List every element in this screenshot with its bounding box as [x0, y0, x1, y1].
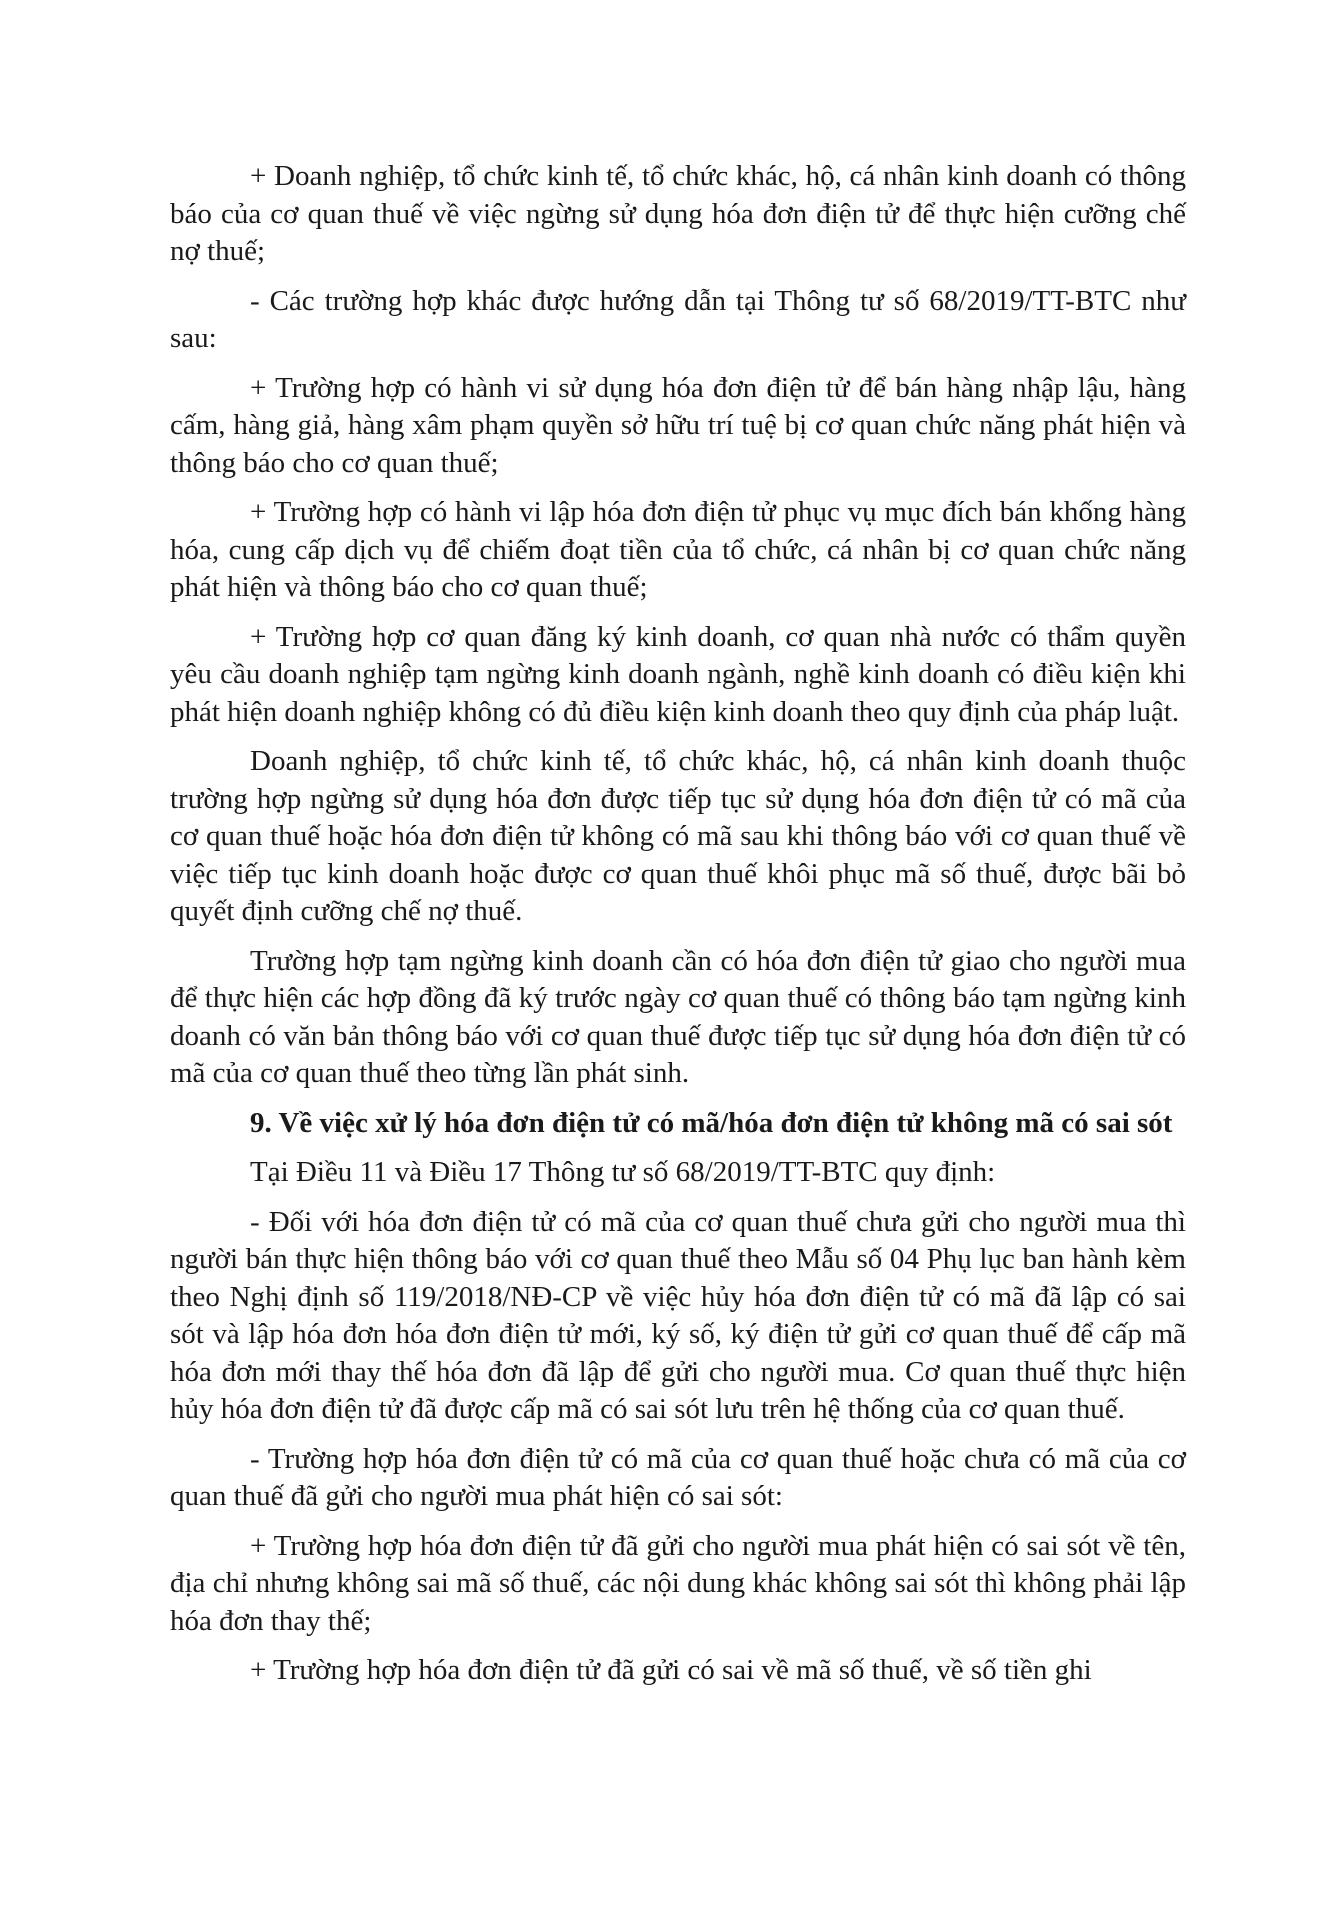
paragraph-business-suspension: + Trường hợp cơ quan đăng ký kinh doanh, cơ quan nhà nước có thẩm quyền yêu cầu doanh nghiệp tạm ngừng kinh doanh ngành, nghề kinh doanh có điều kiện khi phát hiện doanh nghiệp không có đủ điều kiện kinh doanh theo quy định của pháp luật.	[170, 620, 1186, 728]
paragraph-tax-enforcement: + Doanh nghiệp, tổ chức kinh tế, tổ chức khác, hộ, cá nhân kinh doanh có thông báo của cơ quan thuế về việc ngừng sử dụng hóa đơn điện tử để thực hiện cưỡng chế nợ thuế;	[170, 160, 1186, 267]
paragraph-name-address-error: + Trường hợp hóa đơn điện tử đã gửi cho người mua phát hiện có sai sót về tên, địa chỉ nhưng không sai mã số thuế, các nội dung khác không sai sót thì không phải lập hóa đơn thay thế;	[170, 1529, 1186, 1637]
paragraph-sent-invoice-error: - Trường hợp hóa đơn điện tử có mã của cơ quan thuế hoặc chưa có mã của cơ quan thuế đã gửi cho người mua phát hiện có sai sót:	[170, 1442, 1186, 1512]
paragraph-fake-sales: + Trường hợp có hành vi lập hóa đơn điện tử phục vụ mục đích bán khống hàng hóa, cung cấp dịch vụ để chiếm đoạt tiền của tổ chức, cá nhân bị cơ quan chức năng phát hiện và thông báo cho cơ quan thuế;	[170, 496, 1186, 603]
paragraph-unsent-invoice: - Đối với hóa đơn điện tử có mã của cơ quan thuế chưa gửi cho người mua thì người bán thực hiện thông báo với cơ quan thuế theo Mẫu số 04 Phụ lục ban hành kèm theo Nghị định số 119/2018/NĐ-CP về việc hủy hóa đơn điện tử có mã đã lập có sai sót và lập hóa đơn hóa đơn điện tử mới, ký số, ký điện tử gửi cơ quan thuế để cấp mã hóa đơn mới thay thế hóa đơn đã lập để gửi cho người mua. Cơ quan thuế thực hiện hủy hóa đơn điện tử đã được cấp mã có sai sót lưu trên hệ thống của cơ quan thuế.	[170, 1205, 1186, 1425]
document-page	[170, 158, 1186, 1702]
paragraph-tax-code-error: + Trường hợp hóa đơn điện tử đã gửi có sai về mã số thuế, về số tiền ghi	[250, 1654, 1092, 1686]
paragraph-smuggled-goods: + Trường hợp có hành vi sử dụng hóa đơn điện tử để bán hàng nhập lậu, hàng cấm, hàng giả, hàng xâm phạm quyền sở hữu trí tuệ bị cơ quan chức năng phát hiện và thông báo cho cơ quan thuế;	[170, 371, 1186, 479]
paragraph-regulation-reference: Tại Điều 11 và Điều 17 Thông tư số 68/2019/TT-BTC quy định:	[250, 1156, 996, 1188]
paragraph-temporary-suspension: Trường hợp tạm ngừng kinh doanh cần có hóa đơn điện tử giao cho người mua để thực hiện các hợp đồng đã ký trước ngày cơ quan thuế có thông báo tạm ngừng kinh doanh có văn bản thông báo với cơ quan thuế được tiếp tục sử dụng hóa đơn điện tử có mã của cơ quan thuế theo từng lần phát sinh.	[170, 944, 1186, 1089]
paragraph-continue-use: Doanh nghiệp, tổ chức kinh tế, tổ chức khác, hộ, cá nhân kinh doanh thuộc trường hợp ngừng sử dụng hóa đơn được tiếp tục sử dụng hóa đơn điện tử có mã của cơ quan thuế hoặc hóa đơn điện tử không có mã sau khi thông báo với cơ quan thuế về việc tiếp tục kinh doanh hoặc được cơ quan thuế khôi phục mã số thuế, được bãi bỏ quyết định cưỡng chế nợ thuế.	[170, 745, 1186, 927]
section-heading-9: 9. Về việc xử lý hóa đơn điện tử có mã/hóa đơn điện tử không mã có sai sót	[250, 1106, 1173, 1139]
paragraph-other-cases: - Các trường hợp khác được hướng dẫn tại Thông tư số 68/2019/TT-BTC như sau:	[170, 284, 1186, 354]
